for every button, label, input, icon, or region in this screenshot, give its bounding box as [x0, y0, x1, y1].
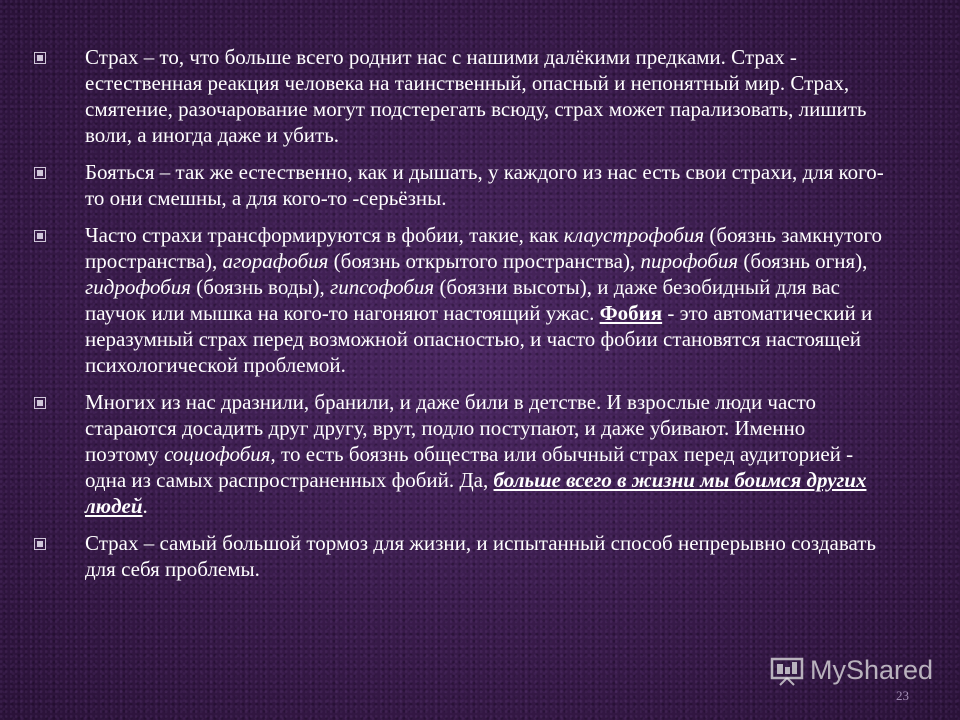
bullet-item [34, 44, 884, 148]
text-segment: Бояться – так же естественно, как и дышать, у каждого из нас есть свои страхи, для кого-то они смешны, а для кого-то -серьёзны. [85, 160, 884, 210]
bullet-text [85, 222, 884, 378]
term-pyrophobia: пирофобия [640, 249, 739, 273]
emphasis-phrase: больше всего в жизни мы боимся других людей [85, 468, 867, 518]
text-segment: - это автоматический и неразумный страх перед возможной опасностью, и часто фобии становятся настоящей психологической проблемой. [85, 301, 873, 377]
bullet-text [85, 530, 884, 582]
text-segment: (боязнь замкнутого пространства), [85, 223, 883, 273]
square-bullet-icon [34, 167, 46, 179]
text-segment: Часто страхи трансформируются в фобии, такие, как [85, 223, 564, 247]
watermark [770, 655, 933, 686]
term-claustrophobia: клаустрофобия [563, 223, 705, 247]
term-sociophobia: социофобия [164, 442, 271, 466]
bullet-item [34, 222, 884, 378]
watermark-text: MyShared [810, 655, 934, 685]
text-segment: Многих из нас дразнили, бранили, и даже били в детстве. И взрослые люди часто стараются досадить друг другу, врут, подло поступают, и даже убивают. Именно поэтому [85, 390, 817, 466]
term-hypsophobia: гипсофобия [330, 275, 435, 299]
square-bullet-icon [34, 397, 46, 409]
term-hydrophobia: гидрофобия [85, 275, 191, 299]
bullet-text [85, 44, 884, 148]
text-segment: (боязнь открытого пространства), [328, 249, 641, 273]
text-segment: , то есть боязнь общества или обычный страх перед аудиторией - одна из самых распространенных фобий. Да, [85, 442, 854, 492]
bullet-item [34, 389, 884, 519]
presentation-screen-icon [770, 656, 804, 686]
text-segment: Страх – самый большой тормоз для жизни, и испытанный способ непрерывно создавать для себя проблемы. [85, 531, 877, 581]
text-segment: (боязни высоты), и даже безобидный для вас паучок или мышка на кого-то нагоняют настоящий ужас. [85, 275, 840, 325]
square-bullet-icon [34, 538, 46, 550]
page-number: 23 [896, 688, 909, 703]
text-segment: . [142, 494, 148, 518]
bullet-item [34, 530, 884, 582]
slide-content [34, 44, 884, 593]
text-segment: (боязнь воды), [191, 275, 331, 299]
text-segment: (боязнь огня), [738, 249, 868, 273]
term-phobia: Фобия [599, 301, 663, 325]
square-bullet-icon [34, 230, 46, 242]
square-bullet-icon [34, 52, 46, 64]
bullet-text [85, 159, 884, 211]
bullet-item [34, 159, 884, 211]
term-agoraphobia: агорафобия [222, 249, 329, 273]
text-segment: Страх – то, что больше всего роднит нас с нашими далёкими предками. Страх - естественная реакция человека на таинственный, опасный и непонятный мир. Страх, смятение, разочарование могут подстерегать всюду, страх может парализовать, лишить воли, а иногда даже и убить. [85, 45, 867, 147]
bullet-text [85, 389, 884, 519]
